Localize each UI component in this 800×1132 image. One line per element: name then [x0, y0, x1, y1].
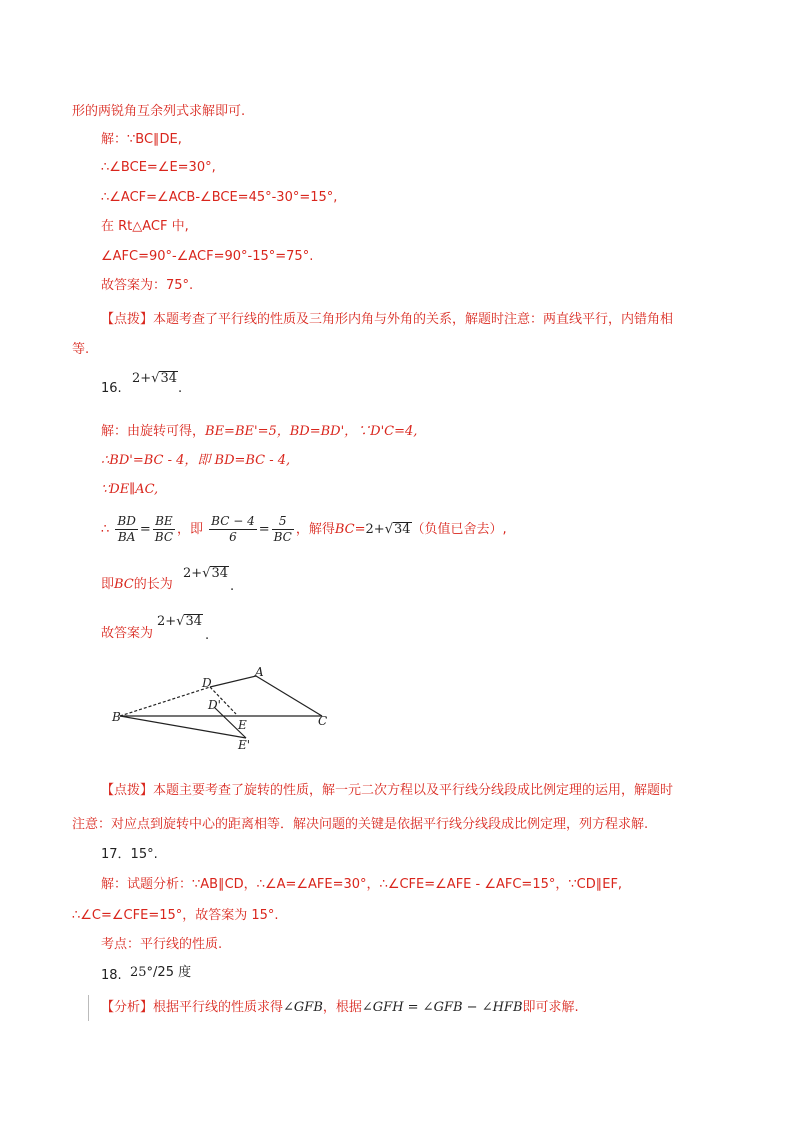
line-DA — [210, 676, 256, 687]
q16-frac2: $\frac{BE}{BC}$ — [154, 514, 174, 544]
q16-step5-end: . — [230, 579, 235, 594]
q16-step4-mid: ，即 — [177, 522, 204, 537]
q16-therefore: ∴ — [101, 522, 110, 537]
q16-tip-cont: 注意：对应点到旋转中心的距离相等．解决问题的关键是依据平行线分线段成比例定理，列方程求解. — [72, 817, 649, 832]
q18-answer-value: 25° — [130, 965, 154, 980]
sol15-line1: 解：∵BC∥DE, — [101, 132, 182, 147]
q18-analysis — [101, 999, 579, 1017]
sol15-tip-cont: 等. — [72, 342, 90, 357]
label-E-prime: E' — [238, 738, 251, 752]
q18-answer-rest: /25 度 — [153, 965, 192, 980]
q16-step4-bc: BC= — [334, 522, 366, 537]
q16-frac1: $\frac{BD}{BA}$ — [117, 514, 136, 544]
label-A: A — [255, 665, 264, 679]
q16-tip: 【点拨】本题主要考查了旋转的性质，解一元二次方程以及平行线分线段成比例定理的运用，解题时 — [101, 783, 674, 798]
label-D: D — [202, 676, 212, 690]
q16-step1-eq: BE=BE'=5，BD=BD'，∵D'C=4, — [205, 424, 418, 439]
sol15-tip: 【点拨】本题考查了平行线的性质及三角形内角与外角的关系，解题时注意：两直线平行，内错角相 — [101, 312, 674, 327]
q18-formula: ∠GFH = ∠GFB − ∠HFB — [361, 1000, 523, 1015]
q16-step4-value: 2+√34 — [365, 522, 411, 537]
label-E: E — [238, 718, 247, 732]
q16-answer-end: . — [178, 381, 183, 396]
q16-diagram — [100, 660, 340, 760]
q16-step6: 故答案为 — [101, 626, 154, 641]
q16-answer: 2+√34 — [132, 371, 178, 386]
q18-analysis-c: 即可求解. — [522, 1000, 579, 1015]
label-D-prime: D' — [208, 698, 221, 712]
q16-step3: ∵DE∥AC, — [101, 482, 159, 497]
label-B: B — [112, 710, 121, 724]
q18-number: 18. — [101, 968, 122, 983]
sol15-line4: 在 Rt△ACF 中, — [101, 219, 189, 234]
q18-answer — [130, 964, 191, 982]
analysis-margin-bar — [88, 995, 89, 1021]
sol15-line3: ∴∠ACF=∠ACB-∠BCE=45°-30°=15°, — [101, 190, 338, 205]
q18-analysis-b: ，根据 — [322, 1000, 362, 1015]
line-BD-dashed — [120, 687, 210, 716]
q16-frac3: $\frac{BC - 4}{6}$ — [211, 514, 255, 544]
sol15-line2: ∴∠BCE=∠E=30°, — [101, 160, 216, 175]
q16-step1-prefix: 解：由旋转可得， — [101, 424, 206, 439]
q16-frac4: $\frac{5}{BC}$ — [273, 514, 292, 544]
q16-number: 16. — [101, 381, 122, 396]
line-AC — [256, 676, 322, 716]
q17-step1: 解：试题分析：∵AB∥CD，∴∠A=∠AFE=30°，∴∠CFE=∠AFE - ∠AFC=15°，∵CD∥EF, — [101, 877, 623, 892]
q16-step4-solve: ，解得 — [295, 522, 335, 537]
q17-kaodian: 考点：平行线的性质. — [101, 937, 223, 952]
sol15-line6: 故答案为：75°. — [101, 278, 194, 293]
sol15-line5: ∠AFC=90°-∠ACF=90°-15°=75°. — [101, 249, 314, 264]
q16-step5-value: 2+√34 — [183, 566, 229, 581]
q16-answer-plus: + — [140, 371, 152, 386]
q16-step6-end: . — [205, 628, 210, 643]
q16-step4: ∴ $\frac{BD}{BA}$ = $\frac{BE}{BC}$ ，即 $\frac{BC - 4}{6}$ = $\frac{5}{BC}$ ，解得BC=2+√34（负值已舍去）, — [101, 514, 507, 544]
q17-step2: ∴∠C=∠CFE=15°，故答案为 15°. — [72, 908, 279, 923]
q16-answer-root: 34 — [160, 371, 178, 386]
q18-angle: ∠GFB — [283, 1000, 323, 1015]
q17-number: 17．15°. — [101, 847, 158, 862]
sol15-line0: 形的两锐角互余列式求解即可. — [72, 104, 246, 119]
q16-step6-value: 2+√34 — [157, 614, 203, 629]
q18-analysis-a: 【分析】根据平行线的性质求得 — [101, 1000, 284, 1015]
q16-step4-note: （负值已舍去）, — [411, 522, 507, 537]
q16-step1 — [101, 423, 417, 441]
label-C: C — [318, 714, 328, 728]
q16-answer-int: 2 — [132, 371, 141, 386]
q16-step2: ∴BD'=BC - 4，即 BD=BC - 4, — [101, 453, 291, 468]
q16-step5: 即BC的长为 — [101, 577, 173, 592]
